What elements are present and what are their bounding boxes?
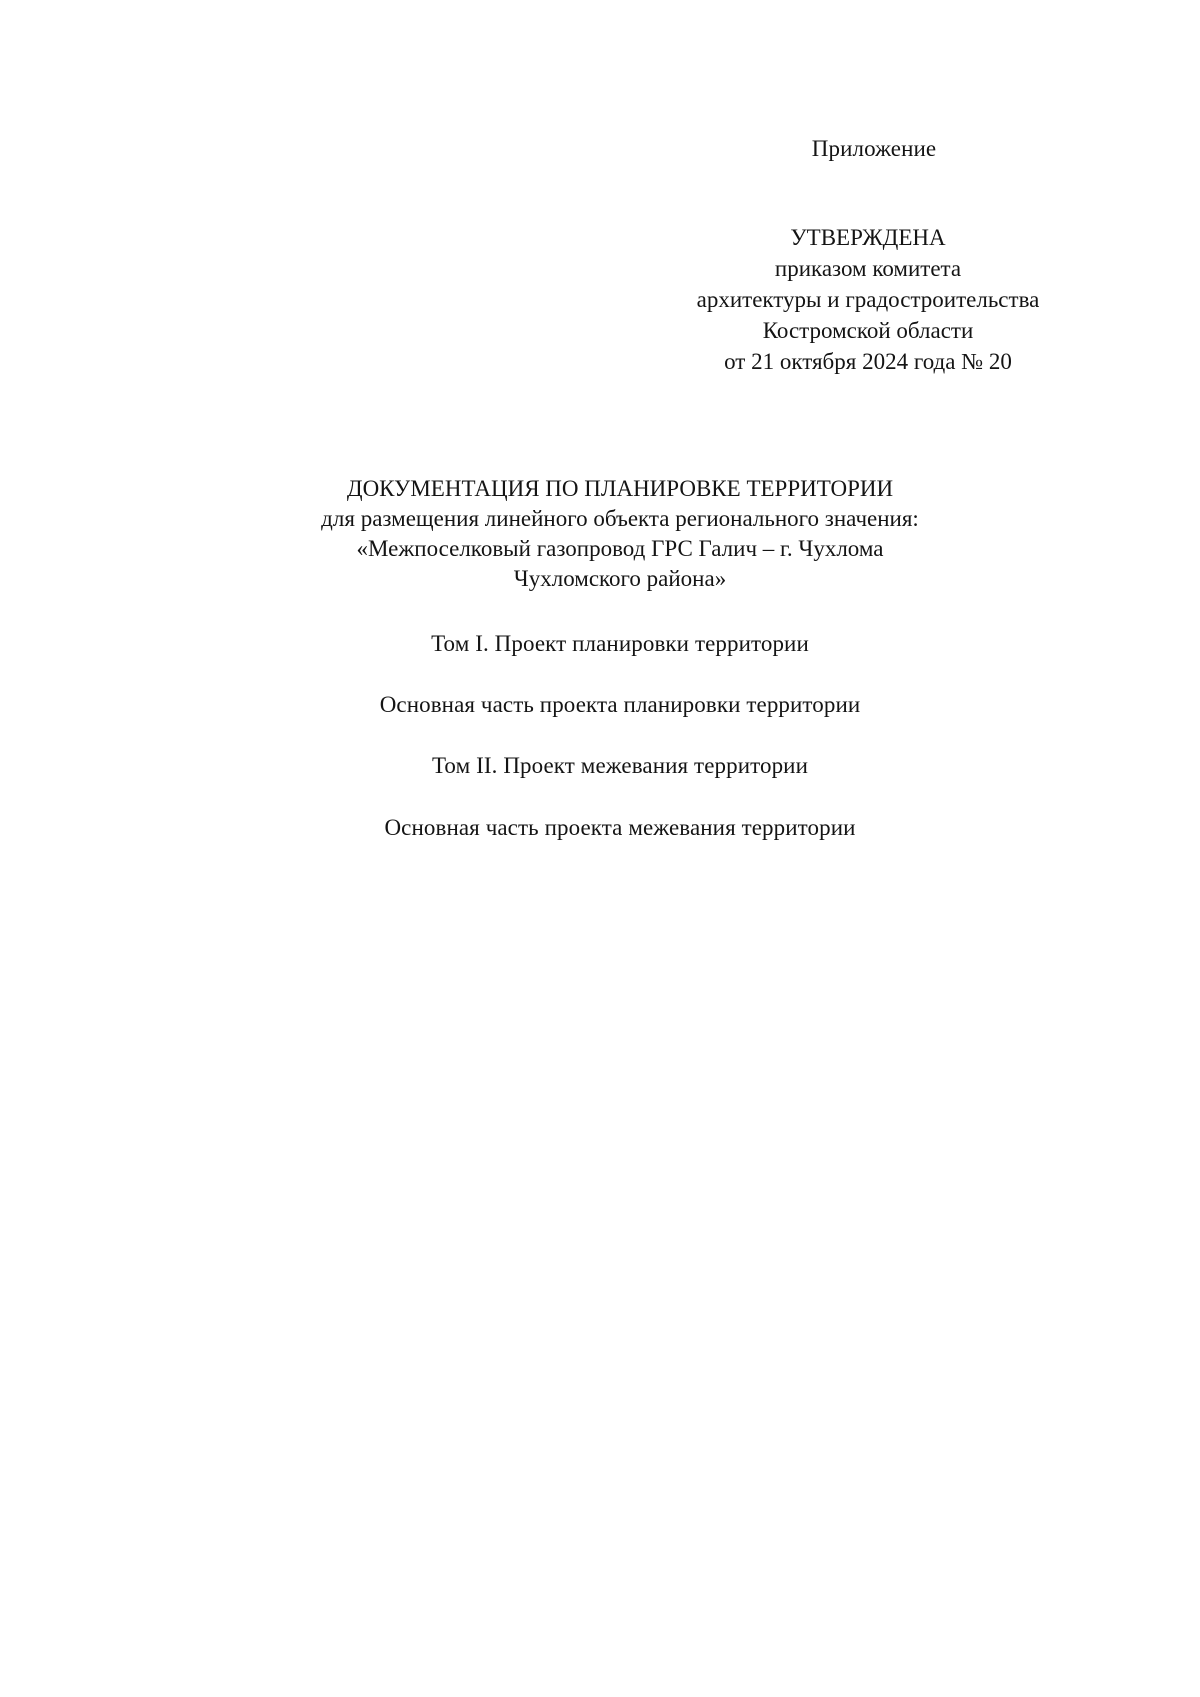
volume-2-main-part: Основная часть проекта межевания территории [384,815,856,840]
approval-line-1: приказом комитета [774,256,962,281]
approval-block [697,222,1040,377]
approval-line-2: архитектуры и градостроительства [696,287,1040,312]
approval-date: от 21 октября 2024 года № 20 [724,349,1012,374]
document-subtitle-1: для размещения линейного объекта регионального значения: [321,506,919,531]
volume-1-title: Том I. Проект планировки территории [431,631,809,656]
volume-2-title: Том II. Проект межевания территории [432,753,808,778]
document-subtitle-2: «Межпоселковый газопровод ГРС Галич – г. Чухлома [356,536,884,561]
approval-status: УТВЕРЖДЕНА [790,225,946,250]
approval-line-3: Костромской области [762,318,974,343]
document-title-block [321,474,919,594]
document-title: ДОКУМЕНТАЦИЯ ПО ПЛАНИРОВКЕ ТЕРРИТОРИИ [346,476,894,501]
document-subtitle-3: Чухломского района» [513,566,727,591]
annex-label: Приложение [811,136,937,161]
volume-1-main-part: Основная часть проекта планировки территории [379,692,861,717]
